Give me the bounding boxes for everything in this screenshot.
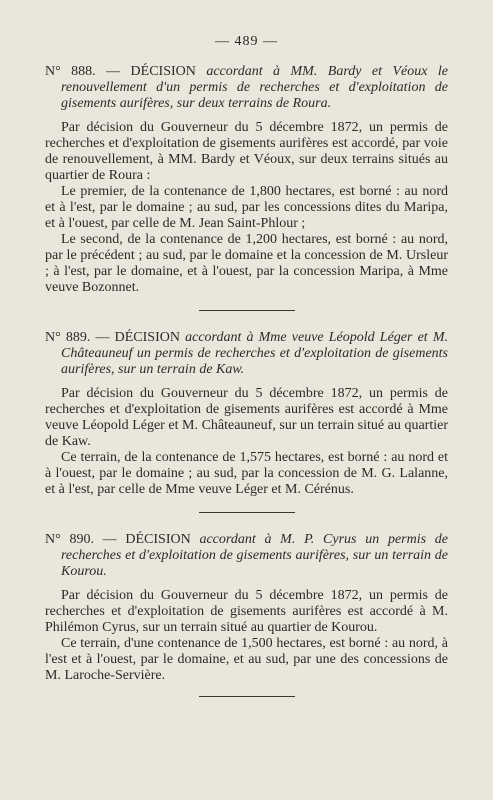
entry-title-text: accordant à M. P. Cyrus un permis de recherches et d'exploitation de gisements aurifères, sur un terrain de Kourou. xyxy=(61,532,448,579)
decision-entry-889 xyxy=(45,330,448,498)
paragraph: Par décision du Gouverneur du 5 décembre 1872, un permis de recherches et d'exploitation de gisements aurifères est accordé, par voie de renouvellement, à MM. Bardy et Véoux, sur deux terrains situés au quartier de Roura : xyxy=(45,120,448,183)
section-divider xyxy=(199,512,295,513)
entry-title-text: accordant à Mme veuve Léopold Léger et M. Châteauneuf un permis de recherches et d'exploitation de gisements aurifères, sur un terrain de Kaw. xyxy=(61,330,448,377)
paragraph: Le second, de la contenance de 1,200 hectares, est borné : au nord, par le précédent ; au sud, par le domaine et la concession de M. Ursleur ; à l'est, par le domaine, et à l'ouest, par la concession Maripa, à Mme veuve Bozonnet. xyxy=(45,232,448,295)
entry-number: N° 888. — DÉCISION xyxy=(45,64,196,79)
paragraph: Le premier, de la contenance de 1,800 hectares, est borné : au nord et à l'est, par le domaine ; au sud, par les concessions dites du Maripa, et à l'ouest, par celle de M. Jean Saint-Phlour ; xyxy=(45,184,448,231)
paragraph: Par décision du Gouverneur du 5 décembre 1872, un permis de recherches et d'exploitation de gisements aurifères est accordé à M. Philémon Cyrus, sur un terrain situé au quartier de Kourou. xyxy=(45,588,448,635)
paragraph: Ce terrain, d'une contenance de 1,500 hectares, est borné : au nord, à l'est et à l'ouest, par le domaine, et au sud, par une des concessions de M. Laroche-Servière. xyxy=(45,636,448,683)
section-divider xyxy=(199,310,295,311)
decision-entry-890 xyxy=(45,532,448,684)
entry-title-text: accordant à MM. Bardy et Véoux le renouvellement d'un permis de recherches et d'exploitation de gisements aurifères, sur deux terrains de Roura. xyxy=(61,64,448,111)
paragraph: Par décision du Gouverneur du 5 décembre 1872, un permis de recherches et d'exploitation de gisements aurifères est accordé à Mme veuve Léopold Léger et M. Châteauneuf, sur un terrain situé au quartier de Kaw. xyxy=(45,386,448,449)
paragraph: Ce terrain, de la contenance de 1,575 hectares, est borné : au nord et à l'ouest, par le domaine ; au sud, par la concession de M. G. Lalanne, et à l'est, par celle de Mme veuve Léger et M. Cérénus. xyxy=(45,450,448,497)
page-number: — 489 — xyxy=(215,34,278,49)
entry-number: N° 889. — DÉCISION xyxy=(45,330,180,345)
entry-heading xyxy=(45,64,448,112)
entry-heading xyxy=(45,532,448,580)
entry-number: N° 890. — DÉCISION xyxy=(45,532,191,547)
section-divider xyxy=(199,696,295,697)
decision-entry-888 xyxy=(45,64,448,296)
entry-heading xyxy=(45,330,448,378)
